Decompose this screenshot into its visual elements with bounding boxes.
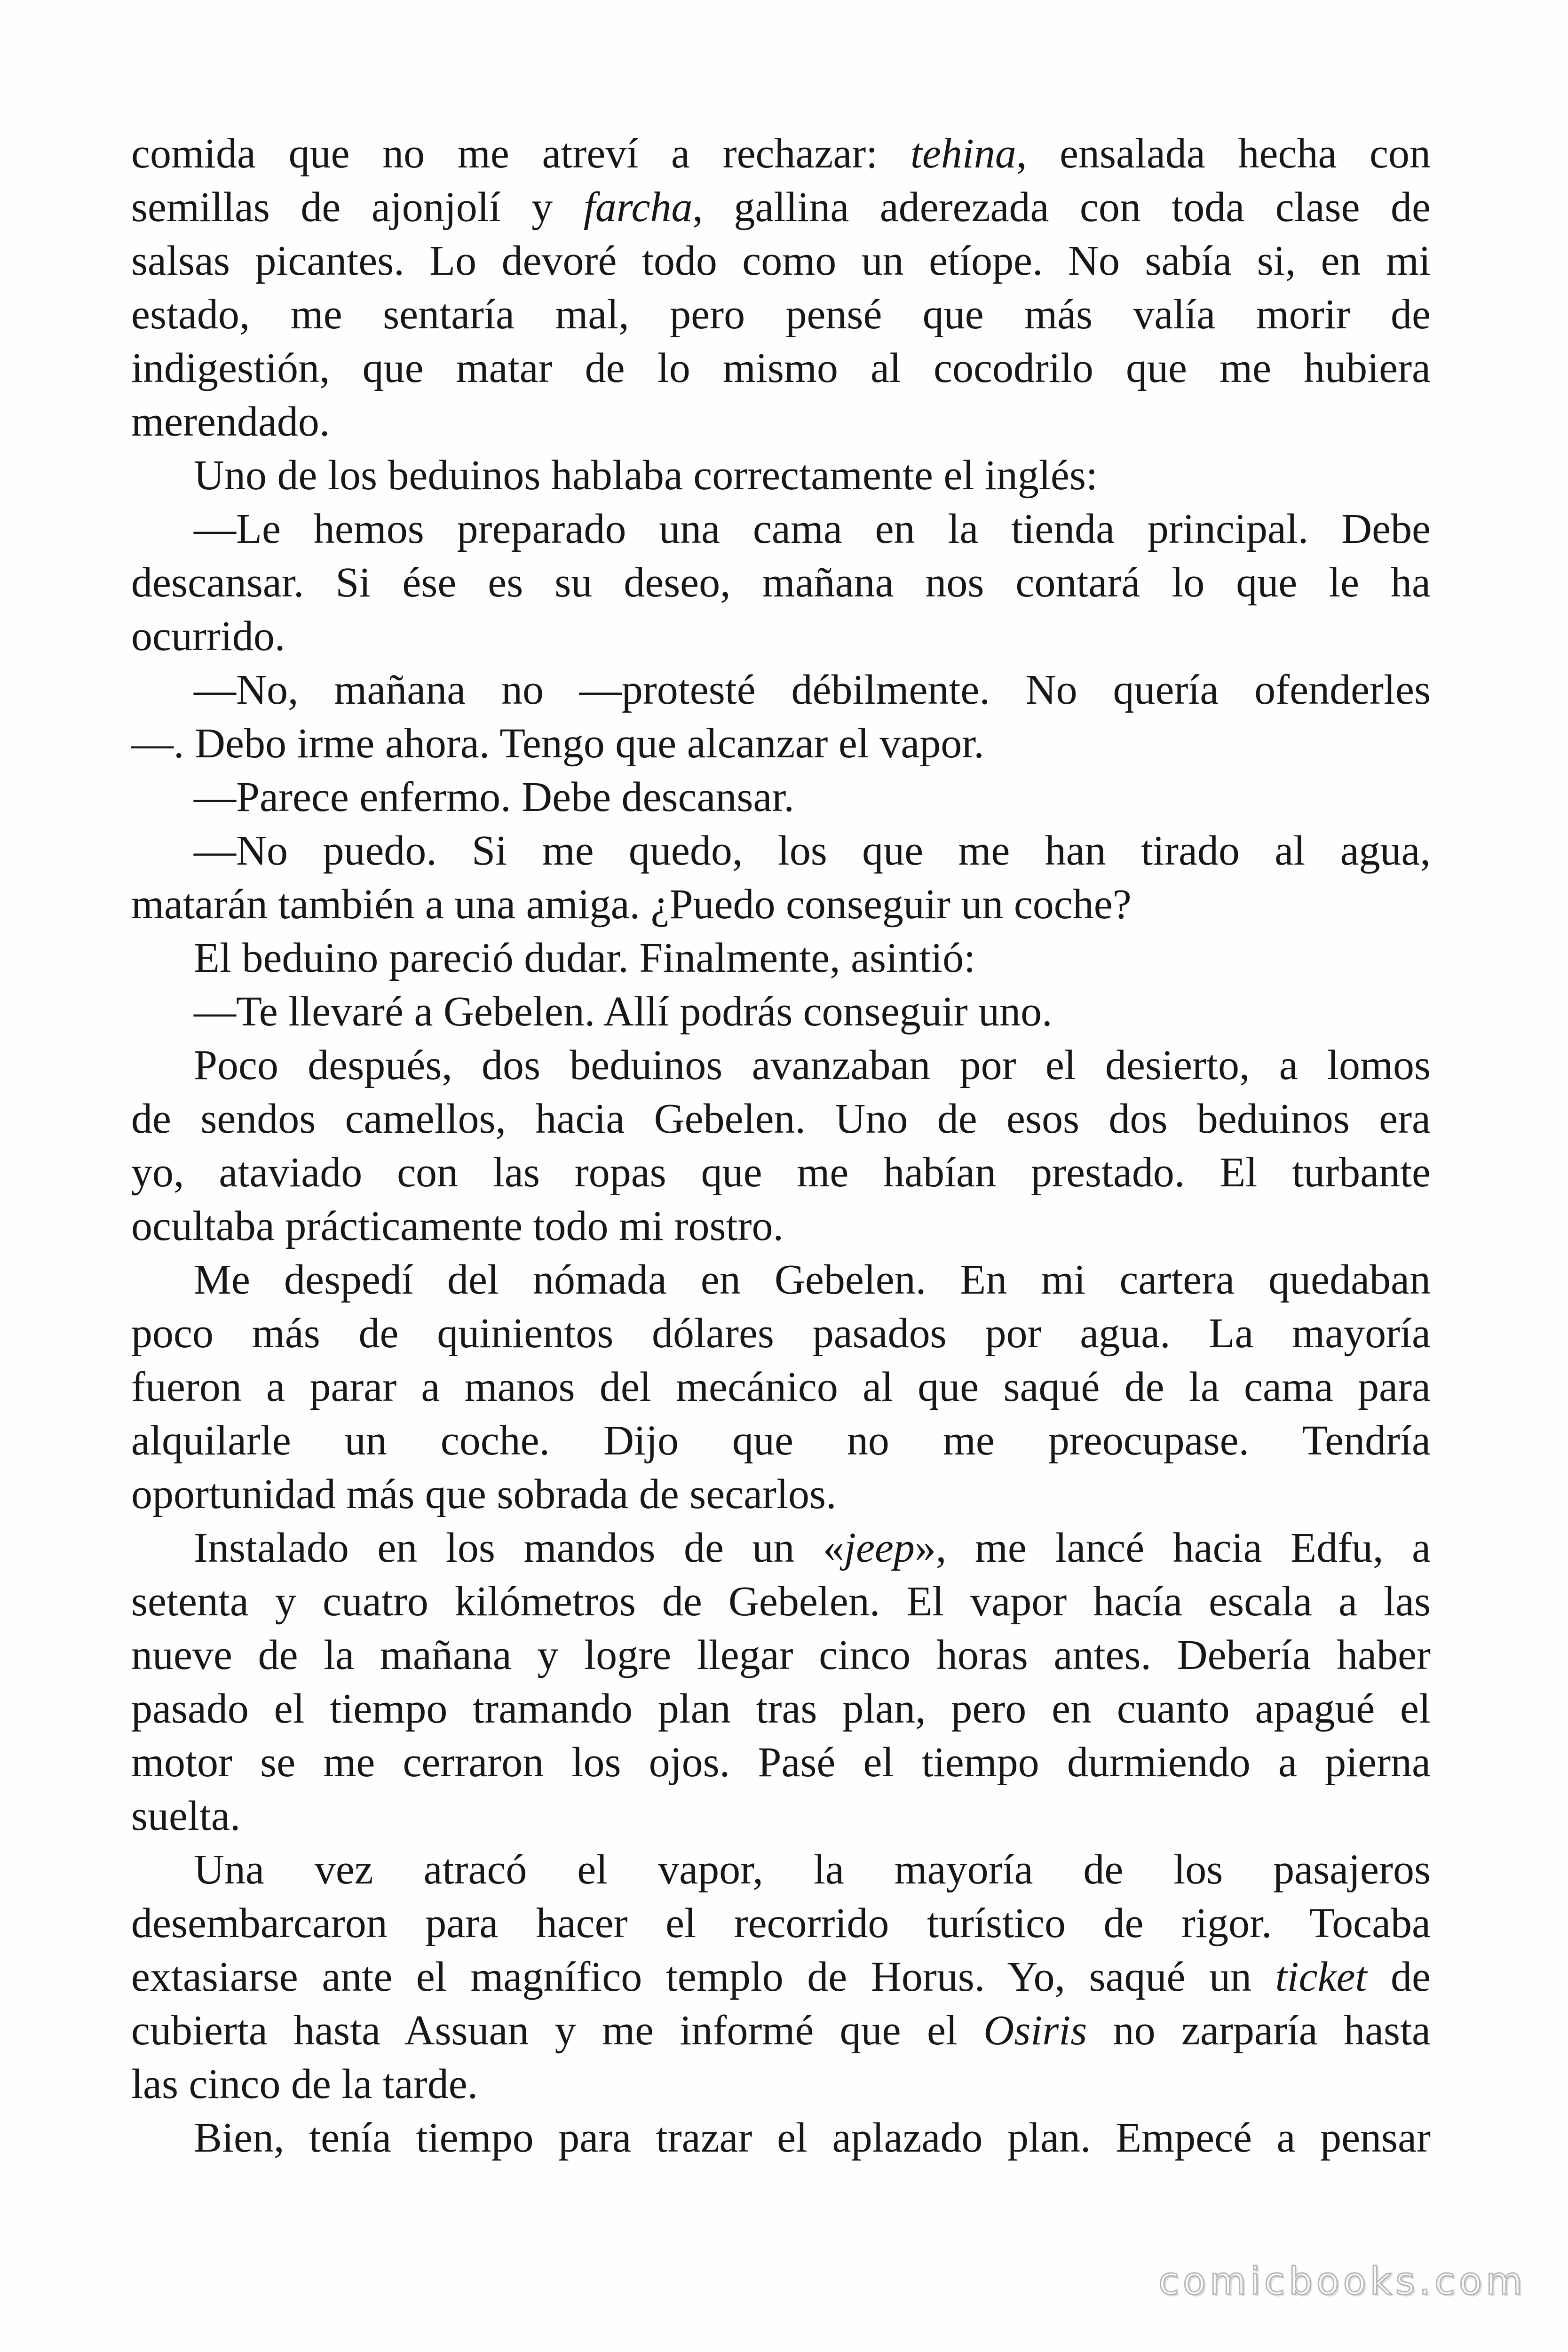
text-line: [131, 556, 1431, 610]
text-line: [131, 1575, 1431, 1629]
text-segment: El beduino pareció dudar. Finalmente, asintió:: [194, 935, 976, 981]
text-segment: descansar. Si ése es su deseo, mañana nos contará lo que le ha: [131, 559, 1431, 606]
text-line: [131, 610, 1431, 663]
text-segment: indigestión, que matar de lo mismo al cocodrilo que me hubiera: [131, 345, 1431, 391]
text-segment: —. Debo irme ahora. Tengo que alcanzar el vapor.: [131, 720, 984, 767]
paragraph: [131, 502, 1431, 663]
text-line: [131, 985, 1431, 1039]
paragraph: [131, 1253, 1431, 1521]
text-segment: yo, ataviado con las ropas que me habían prestado. El turbante: [131, 1149, 1431, 1196]
paragraph: [131, 2111, 1431, 2165]
text-segment: ocultaba prácticamente todo mi rostro.: [131, 1203, 784, 1249]
text-line: [131, 2111, 1431, 2165]
text-segment: —Le hemos preparado una cama en la tienda principal. Debe: [194, 506, 1431, 552]
paragraph: [131, 824, 1431, 931]
text-segment: —Te llevaré a Gebelen. Allí podrás conseguir uno.: [194, 988, 1053, 1035]
text-line: [131, 1629, 1431, 1682]
text-line: [131, 717, 1431, 771]
text-segment: fueron a parar a manos del mecánico al que saqué de la cama para: [131, 1364, 1431, 1410]
text-line: [131, 181, 1431, 234]
text-line: [131, 1200, 1431, 1253]
text-segment: de: [1367, 1954, 1431, 2000]
text-segment: Instalado en los mandos de un «: [194, 1525, 844, 1571]
text-segment: suelta.: [131, 1793, 241, 1839]
text-segment: cubierta hasta Assuan y me informé que el: [131, 2007, 984, 2054]
italic-text: farcha: [583, 184, 693, 230]
text-line: [131, 395, 1431, 449]
italic-text: Osiris: [983, 2007, 1087, 2054]
text-line: [131, 1789, 1431, 1843]
text-segment: comida que no me atreví a rechazar:: [131, 130, 911, 177]
text-segment: pasado el tiempo tramando plan tras plan, pero en cuanto apagué el: [131, 1685, 1431, 1732]
text-segment: las cinco de la tarde.: [131, 2061, 478, 2107]
text-line: [131, 1468, 1431, 1521]
text-segment: ocurrido.: [131, 613, 285, 660]
text-line: [131, 502, 1431, 556]
text-segment: salsas picantes. Lo devoré todo como un etíope. No sabía si, en mi: [131, 238, 1431, 284]
paragraph: [131, 931, 1431, 985]
text-line: [131, 342, 1431, 395]
text-segment: estado, me sentaría mal, pero pensé que más valía morir de: [131, 291, 1431, 338]
paragraph: [131, 1843, 1431, 2111]
paragraph: [131, 985, 1431, 1039]
text-line: [131, 1843, 1431, 1897]
text-segment: Uno de los beduinos hablaba correctamente el inglés:: [194, 452, 1098, 499]
text-segment: —No puedo. Si me quedo, los que me han tirado al agua,: [194, 827, 1431, 874]
text-segment: motor se me cerraron los ojos. Pasé el tiempo durmiendo a pierna: [131, 1739, 1431, 1786]
text-line: [131, 1682, 1431, 1736]
text-segment: extasiarse ante el magnífico templo de Horus. Yo, saqué un: [131, 1954, 1275, 2000]
paragraph: [131, 1039, 1431, 1253]
text-segment: matarán también a una amiga. ¿Puedo conseguir un coche?: [131, 881, 1132, 928]
text-segment: poco más de quinientos dólares pasados por agua. La mayoría: [131, 1310, 1431, 1357]
text-segment: oportunidad más que sobrada de secarlos.: [131, 1471, 837, 1518]
text-line: [131, 931, 1431, 985]
text-line: [131, 878, 1431, 931]
text-line: [131, 1950, 1431, 2004]
text-segment: Una vez atracó el vapor, la mayoría de los pasajeros: [194, 1846, 1431, 1893]
text-segment: desembarcaron para hacer el recorrido turístico de rigor. Tocaba: [131, 1900, 1431, 1947]
paragraph: [131, 127, 1431, 449]
text-segment: no zarparía hasta: [1087, 2007, 1431, 2054]
text-segment: , gallina aderezada con toda clase de: [692, 184, 1431, 230]
text-line: [131, 1253, 1431, 1307]
italic-text: ticket: [1275, 1954, 1367, 2000]
text-line: [131, 824, 1431, 878]
text-line: [131, 1521, 1431, 1575]
text-line: [131, 288, 1431, 342]
text-segment: », me lancé hacia Edfu, a: [914, 1525, 1431, 1571]
italic-text: tehina: [910, 130, 1016, 177]
paragraph: [131, 1521, 1431, 1843]
text-line: [131, 1039, 1431, 1092]
text-segment: —Parece enfermo. Debe descansar.: [194, 774, 794, 820]
text-segment: Me despedí del nómada en Gebelen. En mi cartera quedaban: [194, 1256, 1431, 1303]
text-line: [131, 1146, 1431, 1200]
text-line: [131, 1092, 1431, 1146]
text-segment: merendado.: [131, 398, 330, 445]
text-line: [131, 127, 1431, 181]
text-line: [131, 1736, 1431, 1789]
text-segment: setenta y cuatro kilómetros de Gebelen. El vapor hacía escala a las: [131, 1578, 1431, 1625]
italic-text: jeep: [844, 1525, 915, 1571]
text-segment: alquilarle un coche. Dijo que no me preocupase. Tendría: [131, 1417, 1431, 1464]
text-segment: de sendos camellos, hacia Gebelen. Uno de esos dos beduinos era: [131, 1096, 1431, 1142]
paragraph: [131, 771, 1431, 824]
text-segment: semillas de ajonjolí y: [131, 184, 584, 230]
text-line: [131, 1360, 1431, 1414]
text-body: [131, 127, 1431, 2165]
text-segment: , ensalada hecha con: [1016, 130, 1431, 177]
text-line: [131, 1414, 1431, 1468]
text-segment: Poco después, dos beduinos avanzaban por el desierto, a lomos: [194, 1042, 1431, 1089]
paragraph: [131, 449, 1431, 502]
text-line: [131, 234, 1431, 288]
text-line: [131, 663, 1431, 717]
watermark: comicbooks.com: [1158, 2259, 1526, 2303]
text-line: [131, 1307, 1431, 1360]
text-line: [131, 449, 1431, 502]
text-line: [131, 2058, 1431, 2111]
text-segment: —No, mañana no —protesté débilmente. No quería ofenderles: [194, 667, 1431, 713]
text-line: [131, 2004, 1431, 2058]
text-line: [131, 771, 1431, 824]
paragraph: [131, 663, 1431, 771]
text-segment: Bien, tenía tiempo para trazar el aplazado plan. Empecé a pensar: [194, 2114, 1431, 2161]
text-line: [131, 1897, 1431, 1950]
text-segment: nueve de la mañana y logre llegar cinco horas antes. Debería haber: [131, 1632, 1431, 1678]
